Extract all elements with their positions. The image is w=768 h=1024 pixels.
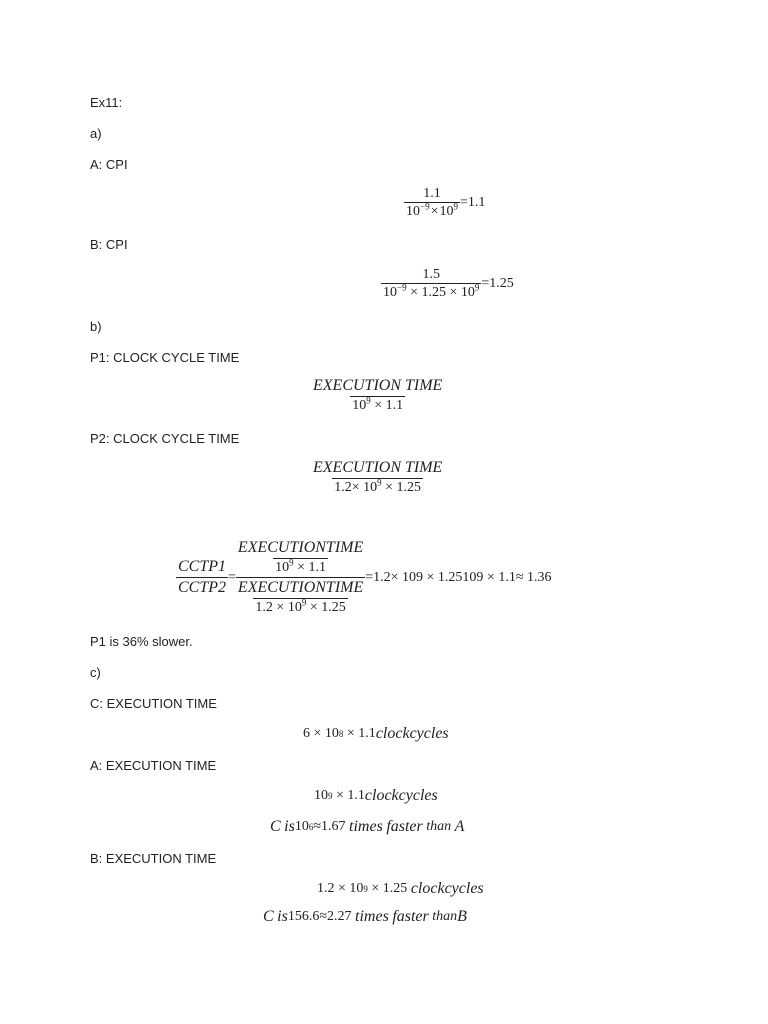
p1-slower-text: P1 is 36% slower. — [90, 634, 193, 649]
c-faster-than-a: C is 10 6 ≈1.67 times faster than A — [270, 818, 465, 835]
b-exec-label: B: EXECUTION TIME — [90, 851, 217, 866]
a-cpi-equation: $\frac{1.1}{10^{-9}\times 10^9}$ =1.1 — [406, 186, 486, 219]
nested-fraction: $\frac{\frac{\text{EXECUTIONTIME}}{10^9 \times 1.1}}{\frac{\text{EXECUTIONTIME}}{1.2 \times 10^9 \times 1.25}}$ — [237, 539, 364, 615]
p1-cct-label: P1: CLOCK CYCLE TIME — [90, 350, 240, 365]
a-cpi-label: A: CPI — [90, 157, 128, 172]
b-cpi-label: B: CPI — [90, 237, 128, 252]
ratio-result: =1.2× 109 × 1.25109 × 1.1≈ 1.36 — [365, 569, 552, 585]
p1-cct-equation: $\frac{\text{EXECUTION TIME}}{10^9 \times 1.1}$ — [313, 377, 443, 413]
cct-ratio: $\frac{\text{CCTP1}}{\text{CCTP2}}$ — [178, 558, 227, 596]
ratio-equation: $\frac{\text{CCTP1}}{\text{CCTP2}}$ = $\frac{\frac{\text{EXECUTIONTIME}}{10^9 \times 1.1}}{\frac{\text{EXECUTIONTIME}}{1.2 \times 10^9 \times 1.25}}$ =1.2× 109 × 1.25109 × 1.1≈ 1.36 — [178, 539, 552, 615]
c-exec-label: C: EXECUTION TIME — [90, 696, 217, 711]
c-faster-than-b: C is 156.6≈2.27 times faster than B — [263, 908, 467, 925]
b-cpi-result: =1.25 — [481, 275, 514, 291]
a-cpi-result: =1.1 — [459, 194, 486, 210]
b-cpi-equation: $\frac{1.5}{10^{-9} \times 1.25 \times 10^9}$ =1.25 — [383, 267, 514, 300]
exercise-heading: Ex11: — [90, 95, 123, 110]
a-exec-label: A: EXECUTION TIME — [90, 758, 217, 773]
p2-cct-equation: $\frac{\text{EXECUTION TIME}}{1.2\times 10^9 \times 1.25}$ — [313, 459, 443, 495]
p2-cct-label: P2: CLOCK CYCLE TIME — [90, 431, 240, 446]
c-exec-equation: 6 × 10 8 × 1.1 clockcycles — [303, 725, 449, 742]
part-a-label: a) — [90, 126, 102, 141]
part-c-label: c) — [90, 665, 101, 680]
a-exec-equation: 10 9 × 1.1 clockcycles — [314, 787, 438, 804]
part-b-label: b) — [90, 319, 102, 334]
b-exec-equation: 1.2 × 10 9 × 1.25 clockcycles — [317, 880, 484, 897]
